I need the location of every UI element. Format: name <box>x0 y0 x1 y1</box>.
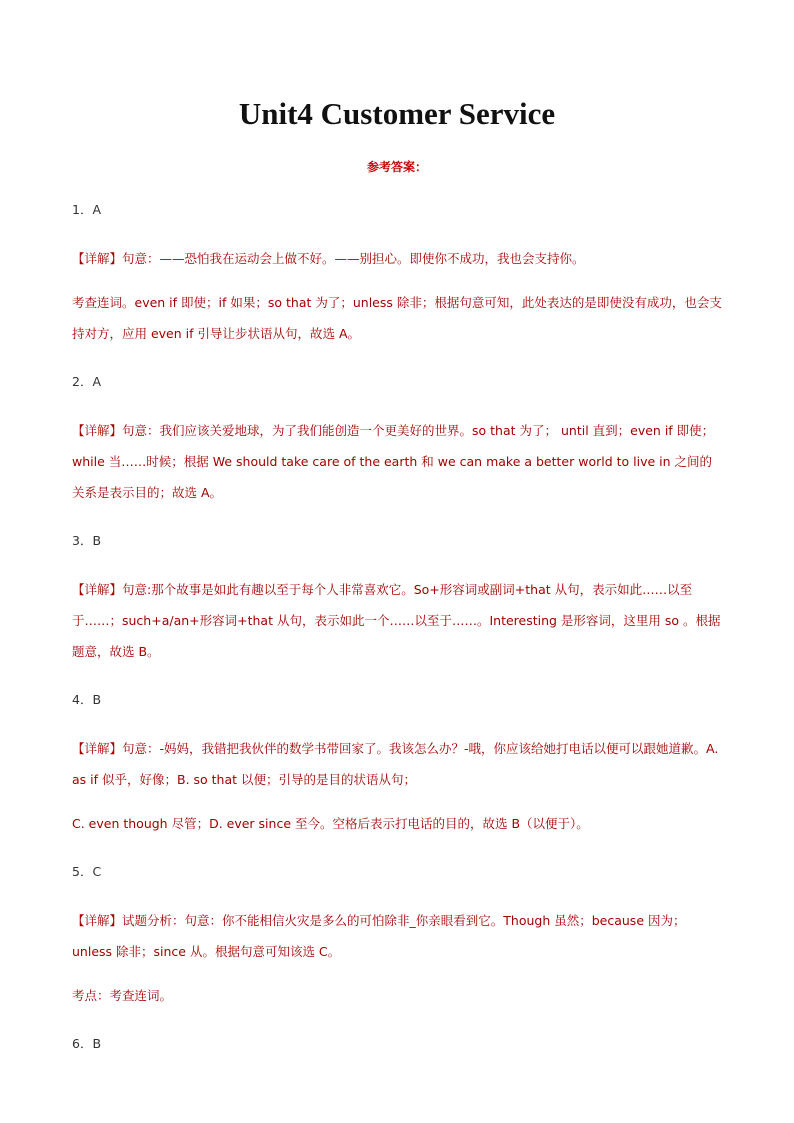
explanation-tag: 【详解】 <box>72 251 123 266</box>
explanation <box>72 905 722 967</box>
answer-list <box>72 200 722 1054</box>
explanation-extra: 考查连词。even if 即使；if 如果；so that 为了；unless 除非；根据句意可知，此处表达的是即使没有成功，也会支持对方，应用 even if 引导让步状语从句，故选 A。 <box>72 295 722 341</box>
explanation <box>72 574 722 667</box>
explanation-text: 句意：我们应该关爱地球，为了我们能创造一个更美好的世界。so that 为了； until 直到；even if 即使； while 当……时候；根据 We should take care of the earth 和 we can make a better world to live in 之间的关系是表示目的；故选 A。 <box>72 423 715 500</box>
explanation <box>72 415 722 508</box>
question-number: 5．C <box>72 864 102 879</box>
answer-key-heading: 参考答案： <box>366 160 427 174</box>
page-title: Unit4 Customer Service <box>238 96 556 131</box>
question-number: 6．B <box>72 1036 102 1051</box>
explanation-text: 句意：-妈妈，我错把我伙伴的数学书带回家了。我该怎么办？-哦，你应该给她打电话以便可以跟她道歉。A. as if 似乎，好像；B. so that 以便；引导的是目的状语从句； <box>72 741 719 787</box>
question-number: 3．B <box>72 533 102 548</box>
question-number: 1．A <box>72 202 102 217</box>
explanation-tag: 【详解】 <box>72 423 123 438</box>
explanation <box>72 243 722 274</box>
explanation-text: 句意：——恐怕我在运动会上做不好。——别担心。即使你不成功，我也会支持你。 <box>122 251 585 266</box>
question-number: 4．B <box>72 692 102 707</box>
explanation-extra: C. even though 尽管；D. ever since 至今。空格后表示打电话的目的，故选 B（以便于）。 <box>72 816 589 831</box>
explanation-tag: 【详解】 <box>72 582 123 597</box>
explanation-tag: 【详解】 <box>72 741 123 756</box>
explanation-tag: 【详解】 <box>72 913 123 928</box>
question-number: 2．A <box>72 374 102 389</box>
explanation-text: 试题分析：句意：你不能相信火灾是多么的可怕除非_你亲眼看到它。Though 虽然；because 因为；unless 除非；since 从。根据句意可知该选 C。 <box>72 913 686 959</box>
explanation-extra: 考点：考查连词。 <box>72 988 173 1003</box>
explanation-text: 句意:那个故事是如此有趣以至于每个人非常喜欢它。So+形容词或副词+that 从句，表示如此……以至于……；such+a/an+形容词+that 从句，表示如此一个……以至于……。Interesting 是形容词，这里用 so 。根据题意，故选 B。 <box>72 582 721 659</box>
explanation <box>72 733 722 795</box>
